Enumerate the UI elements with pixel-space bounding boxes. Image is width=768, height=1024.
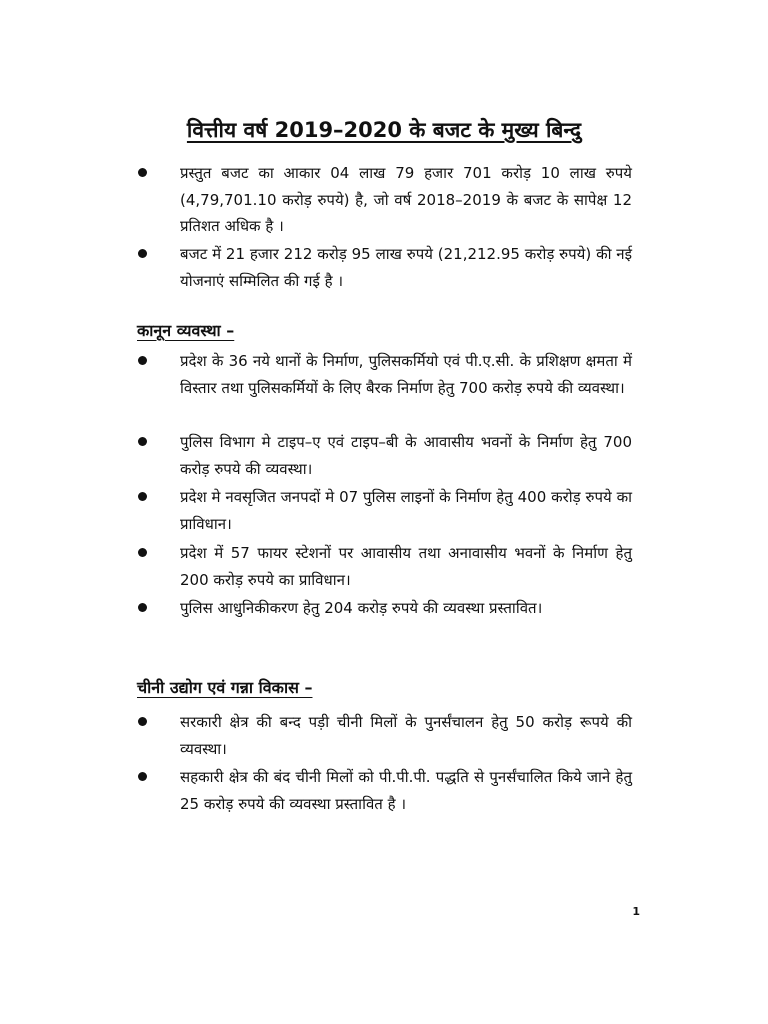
bullet-icon [138,356,147,365]
list-item-text: पुलिस विभाग मे टाइप–ए एवं टाइप–बी के आवासीय भवनों के निर्माण हेतु 700 करोड़ रुपये की व्यवस्था। [180,433,632,478]
section-heading-law-order: कानून व्यवस्था – [137,321,235,340]
page-title: वित्तीय वर्ष 2019–2020 के बजट के मुख्य बिन्दु [186,118,582,142]
bullet-icon [138,168,147,177]
list-item-text: प्रदेश में 57 फायर स्टेशनों पर आवासीय तथा अनावासीय भवनों के निर्माण हेतु 200 करोड़ रुपये का प्राविधान। [180,544,632,589]
bullet-icon [138,772,147,781]
list-item-text: प्रदेश के 36 नये थानों के निर्माण, पुलिसकर्मियो एवं पी.ए.सी. के प्रशिक्षण क्षमता में विस्तार तथा पुलिसकर्मियों के लिए बैरक निर्माण हेतु 700 करोड़ रुपये की व्यवस्था। [180,352,632,397]
list-item-text: सरकारी क्षेत्र की बन्द पड़ी चीनी मिलों के पुनर्संचालन हेतु 50 करोड़ रूपये की व्यवस्था। [180,713,632,758]
bullet-icon [138,249,147,258]
list-item-text: बजट में 21 हजार 212 करोड़ 95 लाख रुपये (21,212.95 करोड़ रुपये) की नई योजनाएं सम्मिलित की गई है । [180,245,632,290]
section-heading-sugar: चीनी उद्योग एवं गन्ना विकास – [137,678,313,697]
bullet-icon [138,548,147,557]
page-number: 1 [632,905,640,918]
list-item-text: प्रदेश मे नवसृजित जनपदों मे 07 पुलिस लाइनों के निर्माण हेतु 400 करोड़ रुपये का प्राविधान। [180,488,632,533]
bullet-icon [138,437,147,446]
bullet-icon [138,492,147,501]
list-item-text: सहकारी क्षेत्र की बंद चीनी मिलों को पी.पी.पी. पद्धति से पुनर्संचालित किये जाने हेतु 25 करोड़ रुपये की व्यवस्था प्रस्तावित है । [180,768,632,813]
list-item-text: प्रस्तुत बजट का आकार 04 लाख 79 हजार 701 करोड़ 10 लाख रुपये (4,79,701.10 करोड़ रुपये) है, जो वर्ष 2018–2019 के बजट के सापेक्ष 12 प्रतिशत अधिक है । [180,164,632,235]
bullet-icon [138,717,147,726]
list-item-text: पुलिस आधुनिकीकरण हेतु 204 करोड़ रुपये की व्यवस्था प्रस्तावित। [180,599,543,617]
bullet-icon [138,603,147,612]
